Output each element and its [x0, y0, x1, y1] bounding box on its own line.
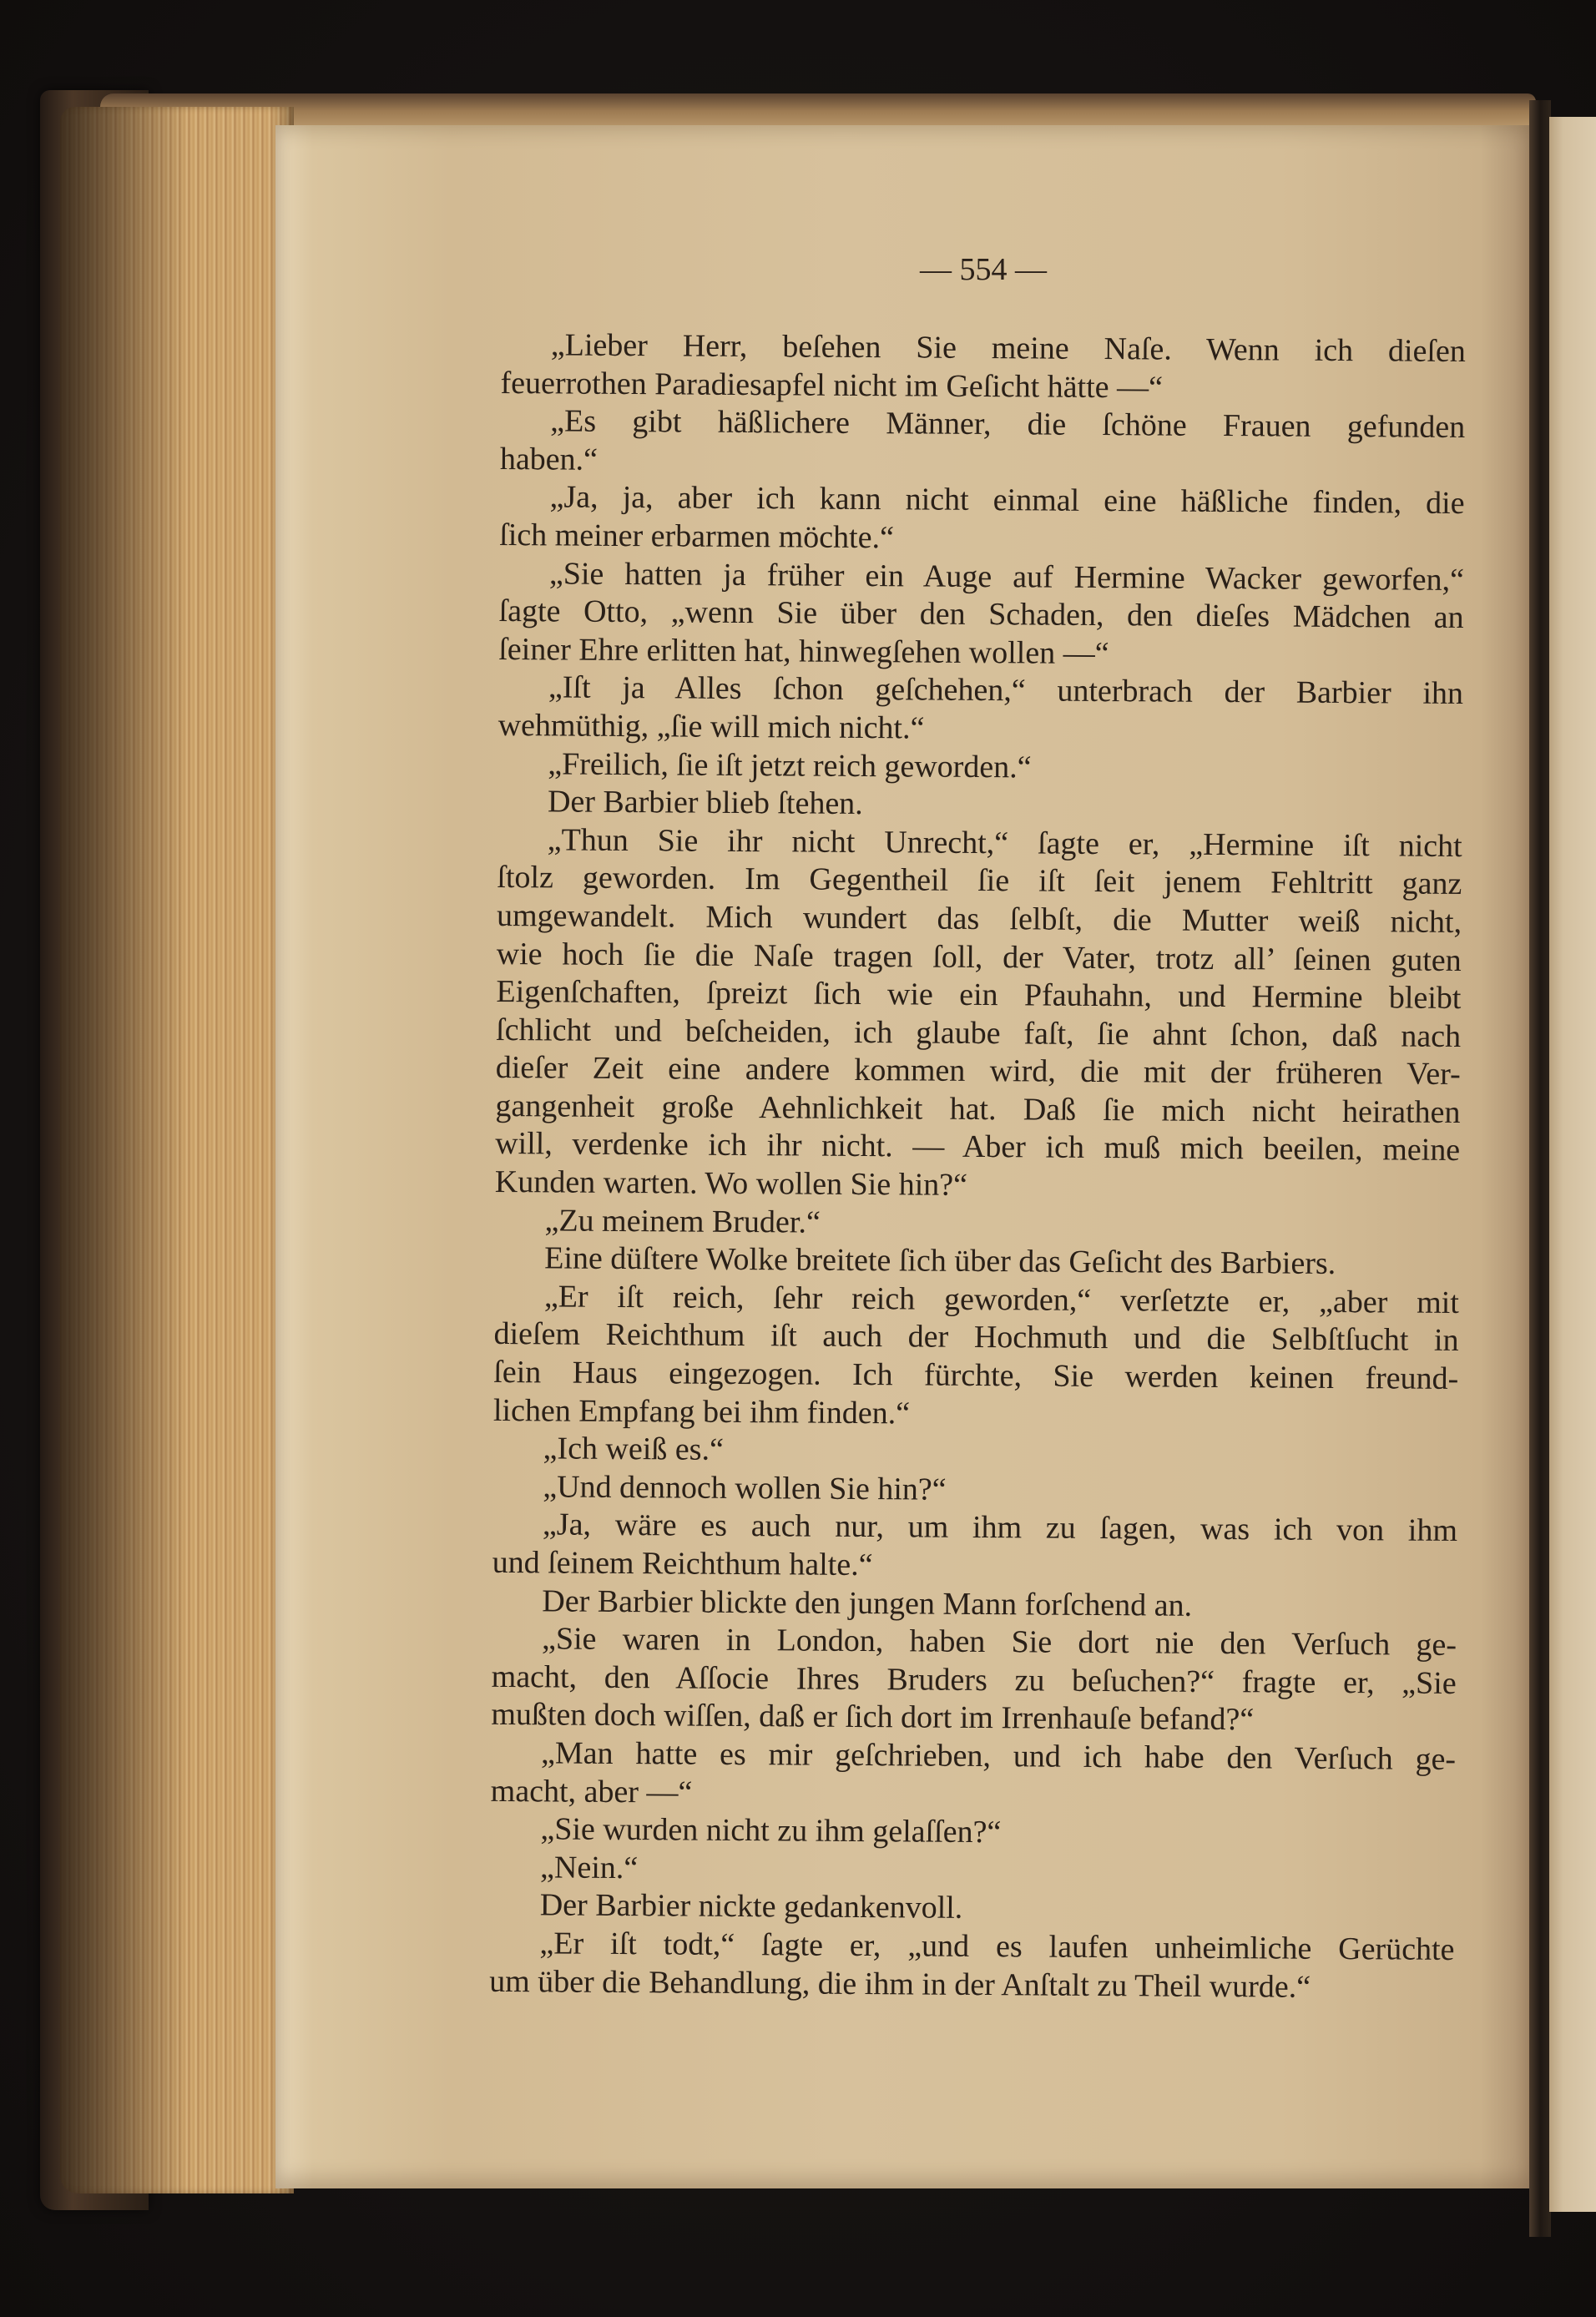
paragraph	[494, 1239, 1459, 1285]
text-line: „Thun Sie ihr nicht Unrecht,“ ſagte er, „Hermine iſt nicht	[547, 822, 1462, 864]
text-line: ſtolz geworden. Im Gegentheil ſie iſt ſeit jenem Fehltritt ganz	[497, 860, 1462, 902]
text-line: „Nein.“	[539, 1850, 639, 1885]
paragraph	[490, 1849, 1455, 1894]
paragraph	[500, 402, 1466, 485]
text-line: Eine düſtere Wolke breitete ſich über das Geſicht des Barbiers.	[544, 1240, 1336, 1282]
paragraph	[498, 555, 1464, 676]
text-line: Der Barbier nickte gedankenvoll.	[539, 1887, 963, 1926]
paragraph	[500, 326, 1466, 409]
text-line: Der Barbier blieb ſtehen.	[547, 784, 863, 822]
paragraph	[497, 783, 1462, 828]
text-line: macht, aber —“	[490, 1773, 693, 1810]
text-line: „Lieber Herr, beſehen Sie meine Naſe. Wenn ich dieſen	[550, 327, 1466, 370]
paragraph	[494, 1202, 1459, 1247]
paragraph	[497, 745, 1462, 790]
text-line: Kunden warten. Wo wollen Sie hin?“	[494, 1164, 968, 1203]
paragraph	[489, 1925, 1455, 2007]
text-line: „Sie hatten ja früher ein Auge auf Hermine Wacker geworfen,“	[548, 555, 1465, 598]
text-line: „Sie wurden nicht zu ihm gelaſſen?“	[540, 1811, 1002, 1850]
paragraph	[492, 1506, 1458, 1588]
text-line: „Und dennoch wollen Sie hin?“	[543, 1469, 947, 1507]
text-line: um über die Behandlung, die ihm in der Anſtalt zu Theil wurde.“	[489, 1963, 1311, 2005]
paragraph	[492, 1430, 1457, 1475]
text-line: „Ich weiß es.“	[543, 1431, 725, 1468]
text-line: wie hoch ſie die Naſe tragen ſoll, der Vater, trotz all’ ſeinen guten	[496, 936, 1462, 978]
facing-page-edge	[1549, 117, 1596, 2212]
text-line: feuerrothen Paradiesapfel nicht im Geſicht hätte —“	[500, 365, 1164, 406]
paragraph	[499, 478, 1465, 561]
paragraph	[491, 1734, 1457, 1817]
text-line: haben.“	[499, 441, 598, 477]
text-line: „Man hatte es mir geſchrieben, und ich habe den Verſuch ge-	[540, 1735, 1457, 1777]
text-line: ſeiner Ehre erlitten hat, hinwegſehen wollen —“	[498, 631, 1109, 671]
paragraph	[491, 1620, 1457, 1741]
text-line: „Ja, wäre es auch nur, um ihm zu ſagen, was ich von ihm	[542, 1507, 1458, 1549]
text-line: ſein Haus eingezogen. Ich fürchte, Sie werden keinen freund-	[493, 1354, 1459, 1397]
text-line: will, verdenke ich ihr nicht. — Aber ich muß mich beeilen, meine	[495, 1126, 1461, 1169]
text-line: „Sie waren in London, haben Sie dort nie den Verſuch ge-	[541, 1621, 1457, 1663]
text-line: wehmüthig, „ſie will mich nicht.“	[497, 707, 925, 746]
text-line: „Zu meinem Bruder.“	[544, 1203, 821, 1240]
book-gutter	[1529, 100, 1551, 2237]
page-number: — 554 —	[920, 252, 1047, 287]
paragraph	[498, 669, 1464, 751]
paragraph	[492, 1583, 1457, 1628]
text-line: umgewandelt. Mich wundert das ſelbſt, die Mutter weiß nicht,	[496, 897, 1462, 940]
text-line: „Es gibt häßlichere Männer, die ſchöne Frauen gefunden	[550, 403, 1466, 446]
page-stack-edges	[60, 107, 294, 2193]
text-line: ſchlicht und beſcheiden, ich glaube faſt, ſie ahnt ſchon, daß nach	[495, 1012, 1462, 1054]
text-line: Eigenſchaften, ſpreizt ſich wie ein Pfauhahn, und Hermine bleibt	[496, 974, 1462, 1017]
paragraph	[493, 1278, 1459, 1436]
text-line: „Freilich, ſie iſt jetzt reich geworden.“	[548, 745, 1032, 785]
paragraph	[490, 1886, 1455, 1931]
text-line: und ſeinem Reichthum halte.“	[492, 1544, 873, 1583]
text-line: macht, den Aſſocie Ihres Bruders zu beſuchen?“ fragte er, „Sie	[491, 1658, 1457, 1701]
paragraph	[490, 1810, 1455, 1855]
text-line: „Er iſt todt,“ ſagte er, „und es laufen unheimliche Gerüchte	[539, 1926, 1455, 1967]
text-line: „Iſt ja Alles ſchon geſchehen,“ unterbrach der Barbier ihn	[548, 669, 1464, 712]
text-line: Der Barbier blickte den jungen Mann forſchend an.	[542, 1583, 1193, 1623]
text-line: lichen Empfang bei ihm finden.“	[492, 1392, 911, 1431]
paragraph	[492, 1468, 1457, 1513]
text-line: dieſer Zeit eine andere kommen wird, die mit der früheren Ver-	[495, 1050, 1461, 1093]
paragraph	[495, 821, 1462, 1209]
text-line: gangenheit große Aehnlichkeit hat. Daß ſie mich nicht heirathen	[495, 1088, 1461, 1130]
text-line: „Ja, ja, aber ich kann nicht einmal eine häßliche finden, die	[549, 479, 1465, 522]
body-text	[489, 326, 1466, 2007]
text-line: ſich meiner erbarmen möchte.“	[499, 517, 895, 556]
text-line: „Er iſt reich, ſehr reich geworden,“ verſetzte er, „aber mit	[543, 1279, 1460, 1320]
text-line: ſagte Otto, „wenn Sie über den Schaden, den dieſes Mädchen an	[498, 593, 1464, 636]
text-line: dieſem Reichthum iſt auch der Hochmuth und die Selbſtſucht in	[493, 1316, 1459, 1359]
text-line: mußten doch wiſſen, daß er ſich dort im Irrenhauſe befand?“	[491, 1697, 1255, 1738]
